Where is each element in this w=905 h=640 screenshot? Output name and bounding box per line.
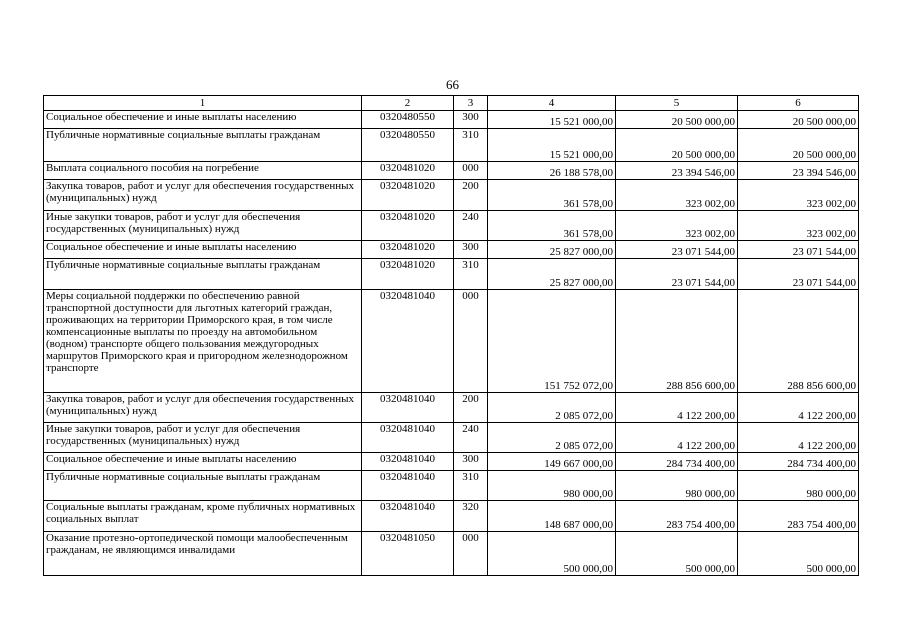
row-name: Меры социальной поддержки по обеспечению равной транспортной доступности для льготных категорий граждан, проживающих на территории Приморского края, в том числе компенсационные выплаты по проезду на автомобильном (водном) транспорте общего пользования междугородных маршрутов Приморского края и пригородном железнодорожном транспорте <box>44 290 362 393</box>
table-row <box>44 180 859 211</box>
row-code: 0320481020 <box>362 211 454 241</box>
row-value-5: 4 122 200,00 <box>616 393 738 423</box>
row-value-5: 4 122 200,00 <box>616 423 738 453</box>
row-value-6: 4 122 200,00 <box>738 423 859 453</box>
row-value-4: 151 752 072,00 <box>488 290 616 393</box>
row-value-4: 980 000,00 <box>488 471 616 501</box>
table-row <box>44 290 859 393</box>
row-value-6: 23 071 544,00 <box>738 241 859 259</box>
row-value-6: 4 122 200,00 <box>738 393 859 423</box>
row-code: 0320481040 <box>362 453 454 471</box>
row-value-6: 500 000,00 <box>738 532 859 576</box>
row-type: 240 <box>454 423 488 453</box>
table-row <box>44 423 859 453</box>
table-row <box>44 241 859 259</box>
row-code: 0320481020 <box>362 180 454 211</box>
table-row <box>44 259 859 290</box>
row-value-4: 149 667 000,00 <box>488 453 616 471</box>
row-value-6: 20 500 000,00 <box>738 129 859 162</box>
table-row <box>44 211 859 241</box>
table-row <box>44 129 859 162</box>
row-value-6: 283 754 400,00 <box>738 501 859 532</box>
row-value-4: 25 827 000,00 <box>488 241 616 259</box>
row-value-4: 500 000,00 <box>488 532 616 576</box>
row-name: Закупка товаров, работ и услуг для обеспечения государственных (муниципальных) нужд <box>44 393 362 423</box>
row-value-5: 323 002,00 <box>616 180 738 211</box>
row-value-5: 500 000,00 <box>616 532 738 576</box>
table-row <box>44 532 859 576</box>
row-value-5: 980 000,00 <box>616 471 738 501</box>
row-value-5: 283 754 400,00 <box>616 501 738 532</box>
column-header: 2 <box>362 96 454 111</box>
row-value-6: 323 002,00 <box>738 180 859 211</box>
table-row <box>44 162 859 180</box>
row-name: Выплата социального пособия на погребение <box>44 162 362 180</box>
row-code: 0320480550 <box>362 111 454 129</box>
page-number: 66 <box>446 77 459 92</box>
column-header: 5 <box>616 96 738 111</box>
row-type: 000 <box>454 290 488 393</box>
row-value-5: 20 500 000,00 <box>616 111 738 129</box>
row-value-4: 148 687 000,00 <box>488 501 616 532</box>
row-name: Социальное обеспечение и иные выплаты населению <box>44 453 362 471</box>
row-type: 000 <box>454 532 488 576</box>
table-row <box>44 393 859 423</box>
table-row <box>44 501 859 532</box>
row-type: 200 <box>454 393 488 423</box>
table-row <box>44 111 859 129</box>
row-value-4: 2 085 072,00 <box>488 393 616 423</box>
row-code: 0320481020 <box>362 241 454 259</box>
column-header: 3 <box>454 96 488 111</box>
row-type: 300 <box>454 111 488 129</box>
row-code: 0320481050 <box>362 532 454 576</box>
row-value-5: 284 734 400,00 <box>616 453 738 471</box>
row-type: 000 <box>454 162 488 180</box>
row-value-4: 26 188 578,00 <box>488 162 616 180</box>
table-header-row <box>44 96 859 111</box>
row-name: Иные закупки товаров, работ и услуг для обеспечения государственных (муниципальных) нужд <box>44 211 362 241</box>
row-type: 200 <box>454 180 488 211</box>
row-value-6: 288 856 600,00 <box>738 290 859 393</box>
row-value-4: 15 521 000,00 <box>488 129 616 162</box>
row-value-5: 23 394 546,00 <box>616 162 738 180</box>
row-code: 0320481040 <box>362 501 454 532</box>
row-value-6: 284 734 400,00 <box>738 453 859 471</box>
row-value-6: 23 394 546,00 <box>738 162 859 180</box>
row-value-4: 361 578,00 <box>488 180 616 211</box>
row-name: Социальное обеспечение и иные выплаты населению <box>44 111 362 129</box>
row-name: Публичные нормативные социальные выплаты гражданам <box>44 129 362 162</box>
row-value-4: 2 085 072,00 <box>488 423 616 453</box>
row-name: Социальное обеспечение и иные выплаты населению <box>44 241 362 259</box>
column-header: 4 <box>488 96 616 111</box>
row-value-6: 20 500 000,00 <box>738 111 859 129</box>
row-type: 300 <box>454 241 488 259</box>
row-value-5: 323 002,00 <box>616 211 738 241</box>
row-code: 0320481040 <box>362 423 454 453</box>
table-row <box>44 453 859 471</box>
row-name: Социальные выплаты гражданам, кроме публичных нормативных социальных выплат <box>44 501 362 532</box>
row-type: 310 <box>454 471 488 501</box>
row-code: 0320481040 <box>362 290 454 393</box>
row-code: 0320480550 <box>362 129 454 162</box>
row-code: 0320481020 <box>362 162 454 180</box>
row-type: 310 <box>454 129 488 162</box>
row-code: 0320481040 <box>362 393 454 423</box>
row-type: 310 <box>454 259 488 290</box>
row-value-6: 980 000,00 <box>738 471 859 501</box>
row-name: Оказание протезно-ортопедической помощи малообеспеченным гражданам, не являющимся инвалидами <box>44 532 362 576</box>
row-name: Иные закупки товаров, работ и услуг для обеспечения государственных (муниципальных) нужд <box>44 423 362 453</box>
row-code: 0320481040 <box>362 471 454 501</box>
row-value-4: 25 827 000,00 <box>488 259 616 290</box>
row-value-5: 23 071 544,00 <box>616 259 738 290</box>
row-name: Закупка товаров, работ и услуг для обеспечения государственных (муниципальных) нужд <box>44 180 362 211</box>
column-header: 1 <box>44 96 362 111</box>
table-row <box>44 471 859 501</box>
column-header: 6 <box>738 96 859 111</box>
row-value-6: 323 002,00 <box>738 211 859 241</box>
row-code: 0320481020 <box>362 259 454 290</box>
row-type: 300 <box>454 453 488 471</box>
row-value-5: 23 071 544,00 <box>616 241 738 259</box>
row-type: 320 <box>454 501 488 532</box>
row-name: Публичные нормативные социальные выплаты гражданам <box>44 471 362 501</box>
row-value-4: 361 578,00 <box>488 211 616 241</box>
row-value-5: 20 500 000,00 <box>616 129 738 162</box>
row-value-4: 15 521 000,00 <box>488 111 616 129</box>
row-value-5: 288 856 600,00 <box>616 290 738 393</box>
row-value-6: 23 071 544,00 <box>738 259 859 290</box>
budget-table <box>43 95 859 576</box>
row-name: Публичные нормативные социальные выплаты гражданам <box>44 259 362 290</box>
row-type: 240 <box>454 211 488 241</box>
